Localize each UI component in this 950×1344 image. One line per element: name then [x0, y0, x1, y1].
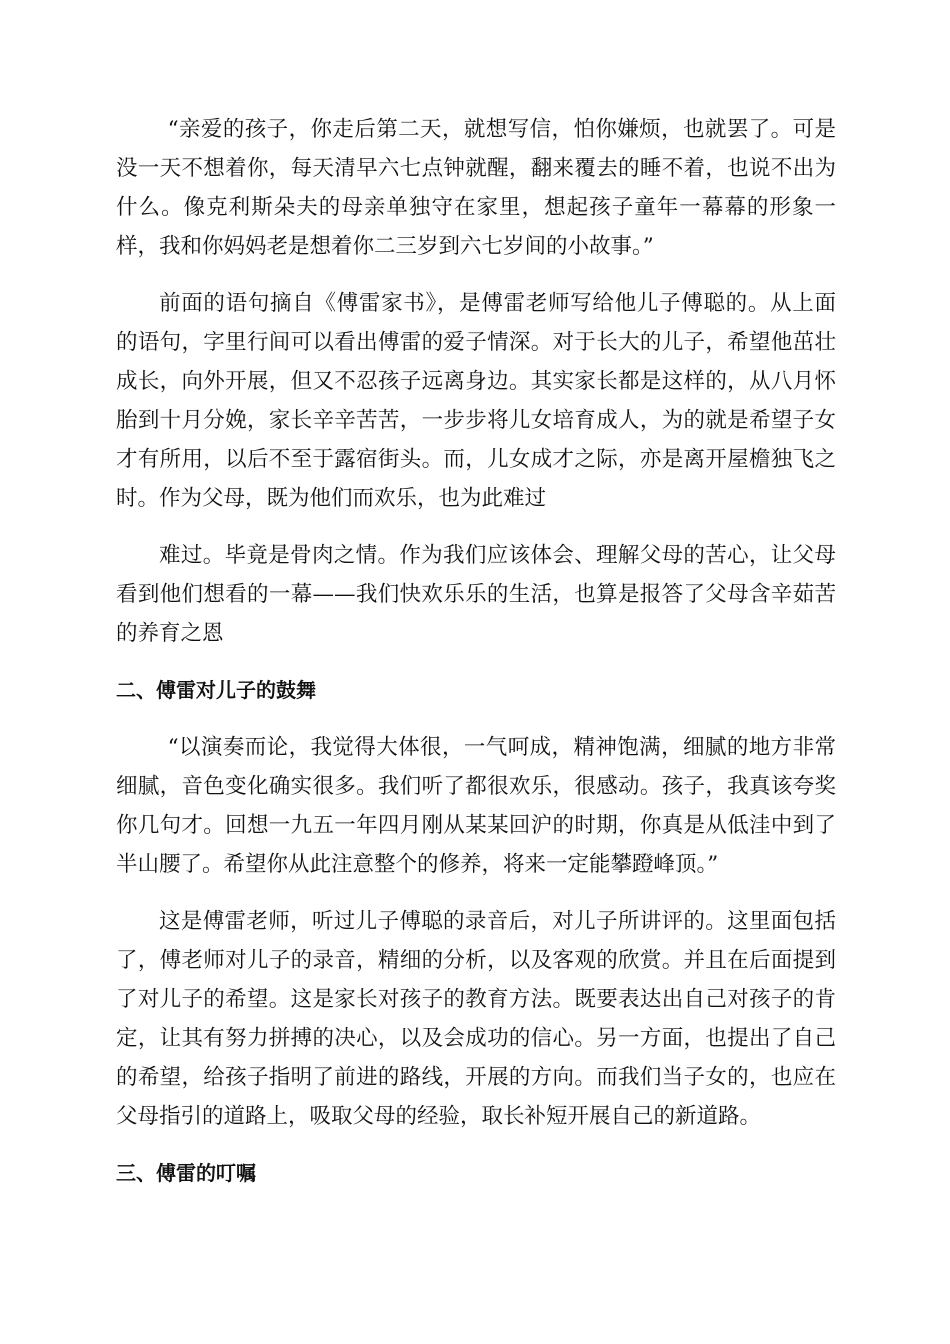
commentary-continuation-paragraph: 难过。毕竟是骨肉之情。作为我们应该体会、理解父母的苦心，让父母看到他们想看的一幕——我们快欢乐乐的生活，也算是报答了父母含辛茹苦的养育之恩	[116, 543, 836, 646]
encouragement-quote-paragraph: “以演奏而论，我觉得大体很，一气呵成，精神饱满，细腻的地方非常细腻，音色变化确实很多。我们听了都很欢乐，很感动。孩子，我真该夸奖你几句才。回想一九五一年四月刚从某某回沪的时期，你真是从低洼中到了半山腰了。希望你从此注意整个的修养，将来一定能攀蹬峰顶。”	[116, 735, 836, 877]
encouragement-commentary-paragraph: 这是傅雷老师，听过儿子傅聪的录音后，对儿子所讲评的。这里面包括了，傅老师对儿子的录音，精细的分析，以及客观的欣赏。并且在后面提到了对儿子的希望。这是家长对孩子的教育方法。既要表达出自己对孩子的肯定，让其有努力拼搏的决心，以及会成功的信心。另一方面，也提出了自己的希望，给孩子指明了前进的路线，开展的方向。而我们当子女的，也应在父母指引的道路上，吸取父母的经验，取长补短开展自己的新道路。	[116, 909, 836, 1129]
commentary-paragraph: 前面的语句摘自《傅雷家书》，是傅雷老师写给他儿子傅聪的。从上面的语句，字里行间可以看出傅雷的爱子情深。对于长大的儿子，希望他茁壮成长，向外开展，但又不忍孩子远离身边。其实家长都是这样的，从八月怀胎到十月分娩，家长辛辛苦苦，一步步将儿女培育成人，为的就是希望子女才有所用，以后不至于露宿街头。而，儿女成才之际，亦是离开屋檐独飞之时。作为父母，既为他们而欢乐，也为此难过	[116, 291, 836, 511]
section-heading-advice: 三、傅雷的叮嘱	[116, 1161, 256, 1185]
letter-quote-paragraph: “亲爱的孩子，你走后第二天，就想写信，怕你嫌烦，也就罢了。可是没一天不想着你，每天清早六七点钟就醒，翻来覆去的睡不着，也说不出为什么。像克利斯朵夫的母亲单独守在家里，想起孩子童年一幕幕的形象一样，我和你妈妈老是想着你二三岁到六七岁间的小故事。”	[116, 117, 836, 259]
section-heading-encouragement: 二、傅雷对儿子的鼓舞	[116, 678, 316, 702]
document-page	[116, 110, 836, 1211]
